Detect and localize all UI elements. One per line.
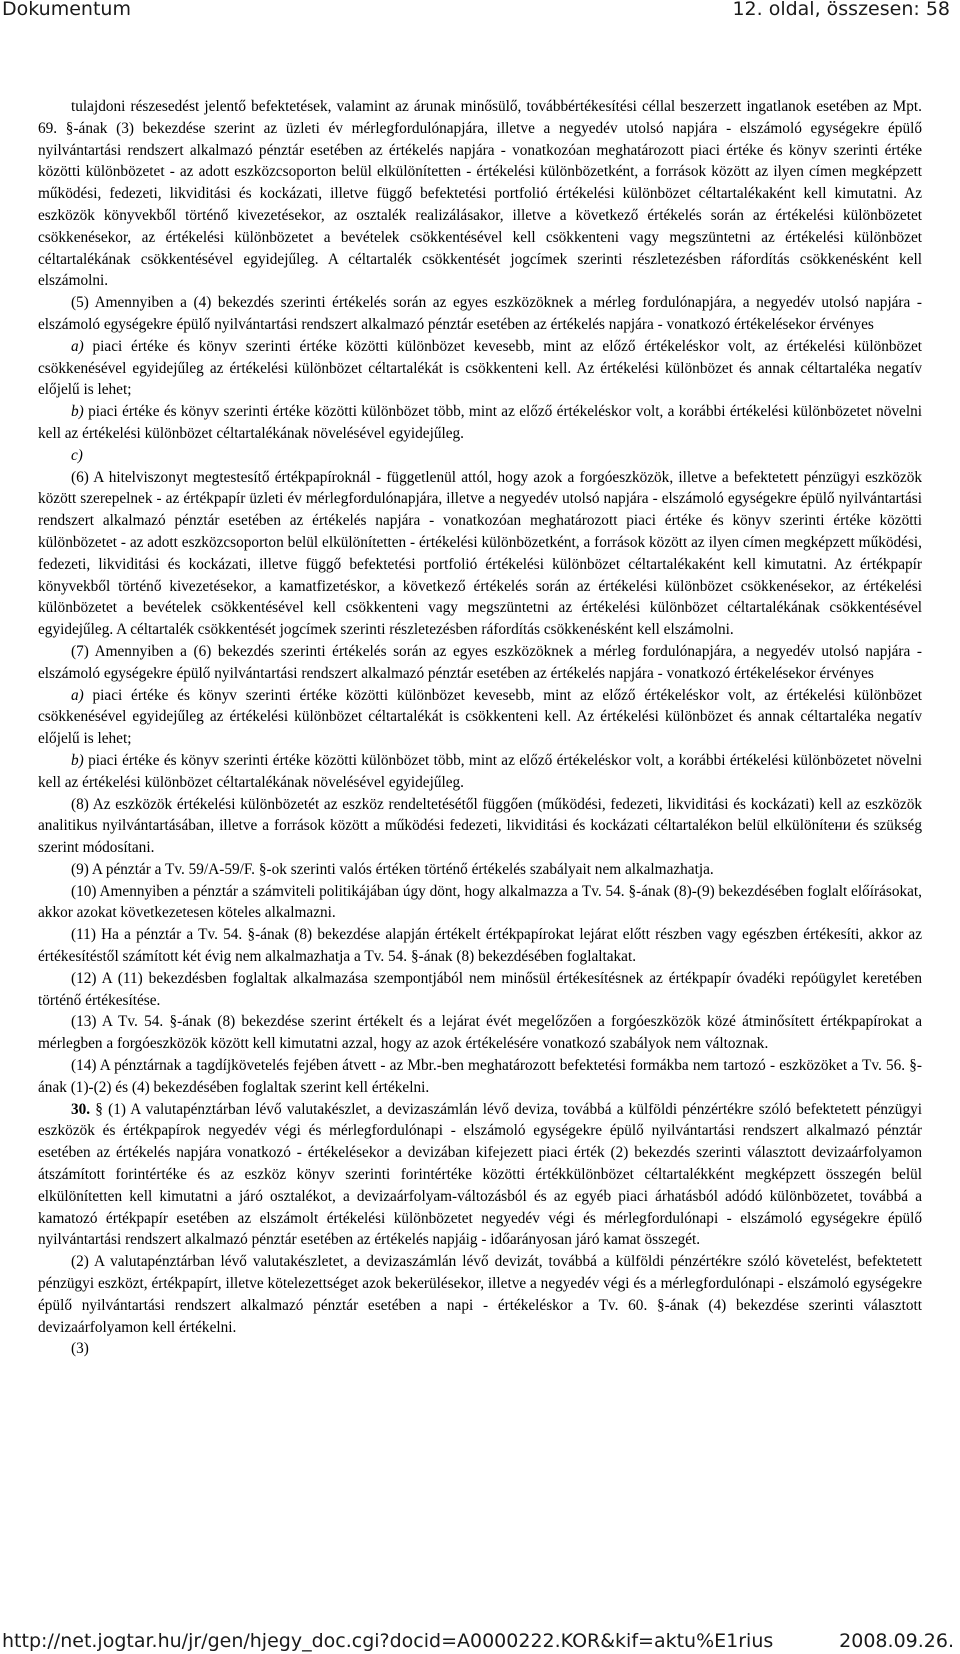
paragraph-text: (9) A pénztár a Tv. 59/A-59/F. §-ok szerinti valós értéken történő értékelés szabályait nem alkalmazhatja. — [71, 860, 714, 878]
paragraph — [38, 859, 922, 881]
paragraph-text: (14) A pénztárnak a tagdíjkövetelés fejében átvett - az Mbr.-ben meghatározott befektetési formákba nem tartozó - eszközöket a Tv. 56. §-ának (1)-(2) és (4) bekezdésében foglaltak szerint kell értékelni. — [38, 1057, 922, 1096]
document-body — [38, 96, 922, 1360]
paragraph-text: (13) A Tv. 54. §-ának (8) bekezdése szerint értékelt és a lejárat évét megelőzően a forgóeszközök közé átminősített értékpapírokat a mérlegben a forgóeszközök között kell kimutatni azzal, hogy az azok értékelésére vonatkozó szabályok nem változnak. — [38, 1013, 922, 1053]
page-footer — [0, 1630, 960, 1654]
paragraph-text: (6) A hitelviszonyt megtestesítő értékpapíroknál - függetlenül attól, hogy azok a forgóeszközök, illetve a befektetett pénzügyi eszközök között szerepelnek - az értékpapír üzleti év mérlegfordulónapjára, illetve a negyedév utolsó napjára - elszámoló egységekre épülő nyilvántartási rendszert alkalmazó pénztár esetében az értékelés napjára - vonatkozóan meghatározott piaci értéke és könyv szerinti értéke közötti különbözetet - az adott eszközcsoporton belül elkülönítetten - értékelési különbözetként, a források között az ilyen címen megképzett működési, fedezeti, likviditási és kockázati, illetve függő befektetési portfolió értékelési különbözet céltartalékaként kell kimutatni. Az értékpapír könyvekből történő kivezetésekor, a kamatfizetéskor, a következő értékelés során az értékelési különbözet csökkenésekor, az értékelési különbözetet a bevételek csökkentésével kell csökkenteni vagy megszüntetni az értékelési különbözet céltartalékának csökkentésével egyidejűleg. A céltartalék csökkentését jogcímek szerinti részletezésben ráfordítás csökkenésként kell elszámolni. — [38, 468, 922, 639]
point-label: b) — [71, 403, 84, 421]
paragraph — [38, 467, 922, 641]
paragraph-text: (2) A valutapénztárban lévő valutakészletet, a devizaszámlán lévő devizát, továbbá a külföldi pénzértékre szóló követelést, befektetett pénzügyi eszközt, értékpapírt, illetve kötelezettséget azok bekerülésekor, illetve a negyedév végi és a mérlegfordulónapi - elszámoló egységekre épülő nyilvántartási rendszert alkalmazó pénztár esetében a napi - értékeléskor a Tv. 60. §-ának (4) bekezdése szerinti választott devizaárfolyamon kell értékelni. — [38, 1253, 922, 1336]
page-header — [0, 0, 960, 24]
paragraph — [38, 445, 922, 467]
paragraph-text: piaci értéke és könyv szerinti értéke közötti különbözet kevesebb, mint az előző értékeléskor volt, az értékelési különbözet csökkenésével egyidejűleg az értékelési különbözet céltartalékát is csökkenteni kell. Az értékelési különbözet és annak céltartaléka negatív előjelű is lehet; — [38, 337, 922, 399]
source-url[interactable]: http://net.jogtar.hu/jr/gen/hjegy_doc.cgi?docid=A0000222.KOR&kif=aktu%E1rius — [2, 1630, 774, 1652]
paragraph — [38, 968, 922, 1012]
paragraph-text: (8) Az eszközök értékelési különbözetét az eszköz rendeltetésétől függően (működési, fedezeti, likviditási és kockázati) kell az eszközök analitikus nyilvántartásában, illetve a források között a működési fedezeti, likviditási és kockázati céltartalékon belül elkülönítени és szükség szerint módosítani. — [38, 795, 922, 857]
paragraph — [38, 1251, 922, 1338]
paragraph — [38, 292, 922, 336]
paragraph — [38, 924, 922, 968]
paragraph-text: (7) Amennyiben a (6) bekezdés szerinti értékelés során az egyes eszközöknek a mérleg fordulónapjára, a negyedév utolsó napjára - elszámoló egységekre épülő nyilvántartási rendszert alkalmazó pénztár esetében az értékelés napjára - vonatkozó értékelésekor érvényes — [38, 642, 922, 682]
paragraph — [38, 401, 922, 445]
paragraph-text: § (1) A valutapénztárban lévő valutakészlet, a devizaszámlán lévő deviza, továbbá a külföldi pénzértékre szóló befektetett pénzügyi eszközök és értékpapírok negyedév végi és mérlegfordulónapi - elszámoló egységekre épülő nyilvántartási rendszert alkalmazó pénztár esetében az értékelés napjára vonatkozó - értékelésekor a devizában kifejezett piaci érték (2) bekezdés szerinti választott devizaárfolyamon átszámított forintértéke és az eszköz könyv szerinti forintértéke közötti értékkülönbözet céltartalékként megképzett összegén belül elkülönítetten kell kimutatni a járó osztalékot, a devizaárfolyam-változásból és az egyéb piaci árhatásból adódó különbözetet, továbbá a kamatozó értékpapír esetében az elszámolt értékelési különbözetet negyedév végi és mérlegfordulónapi - elszámoló egységekre épülő nyilvántartási rendszert alkalmazó pénztár esetében az értékelés napjáig - időarányosan járó kamat összegét. — [38, 1100, 922, 1249]
point-label: a) — [71, 686, 84, 704]
paragraph — [38, 794, 922, 859]
point-label: b) — [71, 751, 84, 769]
section-number: 30. — [71, 1100, 91, 1118]
paragraph — [38, 685, 922, 750]
point-label: a) — [71, 337, 84, 355]
paragraph — [38, 96, 922, 292]
paragraph — [38, 1338, 922, 1360]
paragraph-text: (3) — [71, 1340, 89, 1358]
paragraph — [38, 641, 922, 685]
paragraph-text: piaci értéke és könyv szerinti értéke közötti különbözet kevesebb, mint az előző értékeléskor volt, az értékelési különbözet csökkenésével egyidejűleg az értékelési különbözet céltartalékát is csökkenteni kell. Az értékelési különbözet és annak céltartaléka negatív előjelű is lehet; — [38, 686, 922, 748]
document-title: Dokumentum — [2, 0, 131, 20]
paragraph-text: piaci értéke és könyv szerinti értéke közötti különbözet több, mint az előző értékeléskor volt, a korábbi értékelési különbözetet növelni kell az értékelési különbözet céltartalékának növelésével egyidejűleg. — [38, 751, 922, 791]
paragraph — [38, 1011, 922, 1055]
print-date: 2008.09.26. — [839, 1630, 954, 1652]
paragraph-text: piaci értéke és könyv szerinti értéke közötti különbözet több, mint az előző értékeléskor volt, a korábbi értékelési különbözetet növelni kell az értékelési különbözet céltartalékának növelésével egyidejűleg. — [38, 403, 922, 442]
page-counter: 12. oldal, összesen: 58 — [732, 0, 950, 20]
paragraph-text: tulajdoni részesedést jelentő befektetések, valamint az árunak minősülő, továbbértékesítési céllal beszerzett ingatlanok esetében az Mpt. 69. §-ának (3) bekezdése szerint az üzleti év mérlegfordulónapjára, illetve a negyedév utolsó napjára - elszámoló egységekre épülő nyilvántartási rendszert alkalmazó pénztár esetében az értékelés napjára - vonatkozóan meghatározott piaci értéke és könyv szerinti értéke közötti különbözetet - az adott eszközcsoporton belül elkülönítetten - értékelési különbözetként, a források között az ilyen címen megképzett működési, fedezeti, likviditási és kockázati, illetve függő befektetési portfolió értékelési különbözet céltartalékaként kell kimutatni. Az eszközök könyvekből történő kivezetésekor, az osztalék realizálásakor, illetve a következő értékelés során az értékelési különbözetet csökkenésekor, az értékelési különbözetet a bevételek csökkentésével kell csökkenteni vagy megszüntetni az értékelési különbözet céltartalékának csökkentésével egyidejűleg. A céltartalék csökkentését jogcímek szerinti részletezésben ráfordítás csökkenésként kell elszámolni. — [38, 98, 922, 290]
paragraph-text: (10) Amennyiben a pénztár a számviteli politikájában úgy dönt, hogy alkalmazza a Tv. 54. §-ának (8)-(9) bekezdésében foglalt előírásokat, akkor azokat következetesen köteles alkalmazni. — [38, 882, 922, 922]
paragraph — [38, 336, 922, 401]
paragraph-text: (5) Amennyiben a (4) bekezdés szerinti értékelés során az egyes eszközöknek a mérleg fordulónapjára, a negyedév utolsó napjára - elszámoló egységekre épülő nyilvántartási rendszert alkalmazó pénztár esetében az értékelés napjára - vonatkozó értékelésekor érvényes — [38, 294, 922, 333]
paragraph-text: (11) Ha a pénztár a Tv. 54. §-ának (8) bekezdése alapján értékelt értékpapírokat lejárat előtt részben vagy egészben értékesíti, akkor az értékesítéstől számított két évig nem alkalmazhatja a Tv. 54. §-ának (8) bekezdésében foglaltakat. — [38, 926, 922, 966]
paragraph — [38, 750, 922, 794]
paragraph — [38, 1055, 922, 1099]
point-label: c) — [71, 446, 83, 464]
paragraph — [38, 881, 922, 925]
paragraph-text: (12) A (11) bekezdésben foglaltak alkalmazása szempontjából nem minősül értékesítésnek az értékpapír óvadéki repóügylet keretében történő értékesítése. — [38, 969, 922, 1009]
paragraph — [38, 1099, 922, 1252]
